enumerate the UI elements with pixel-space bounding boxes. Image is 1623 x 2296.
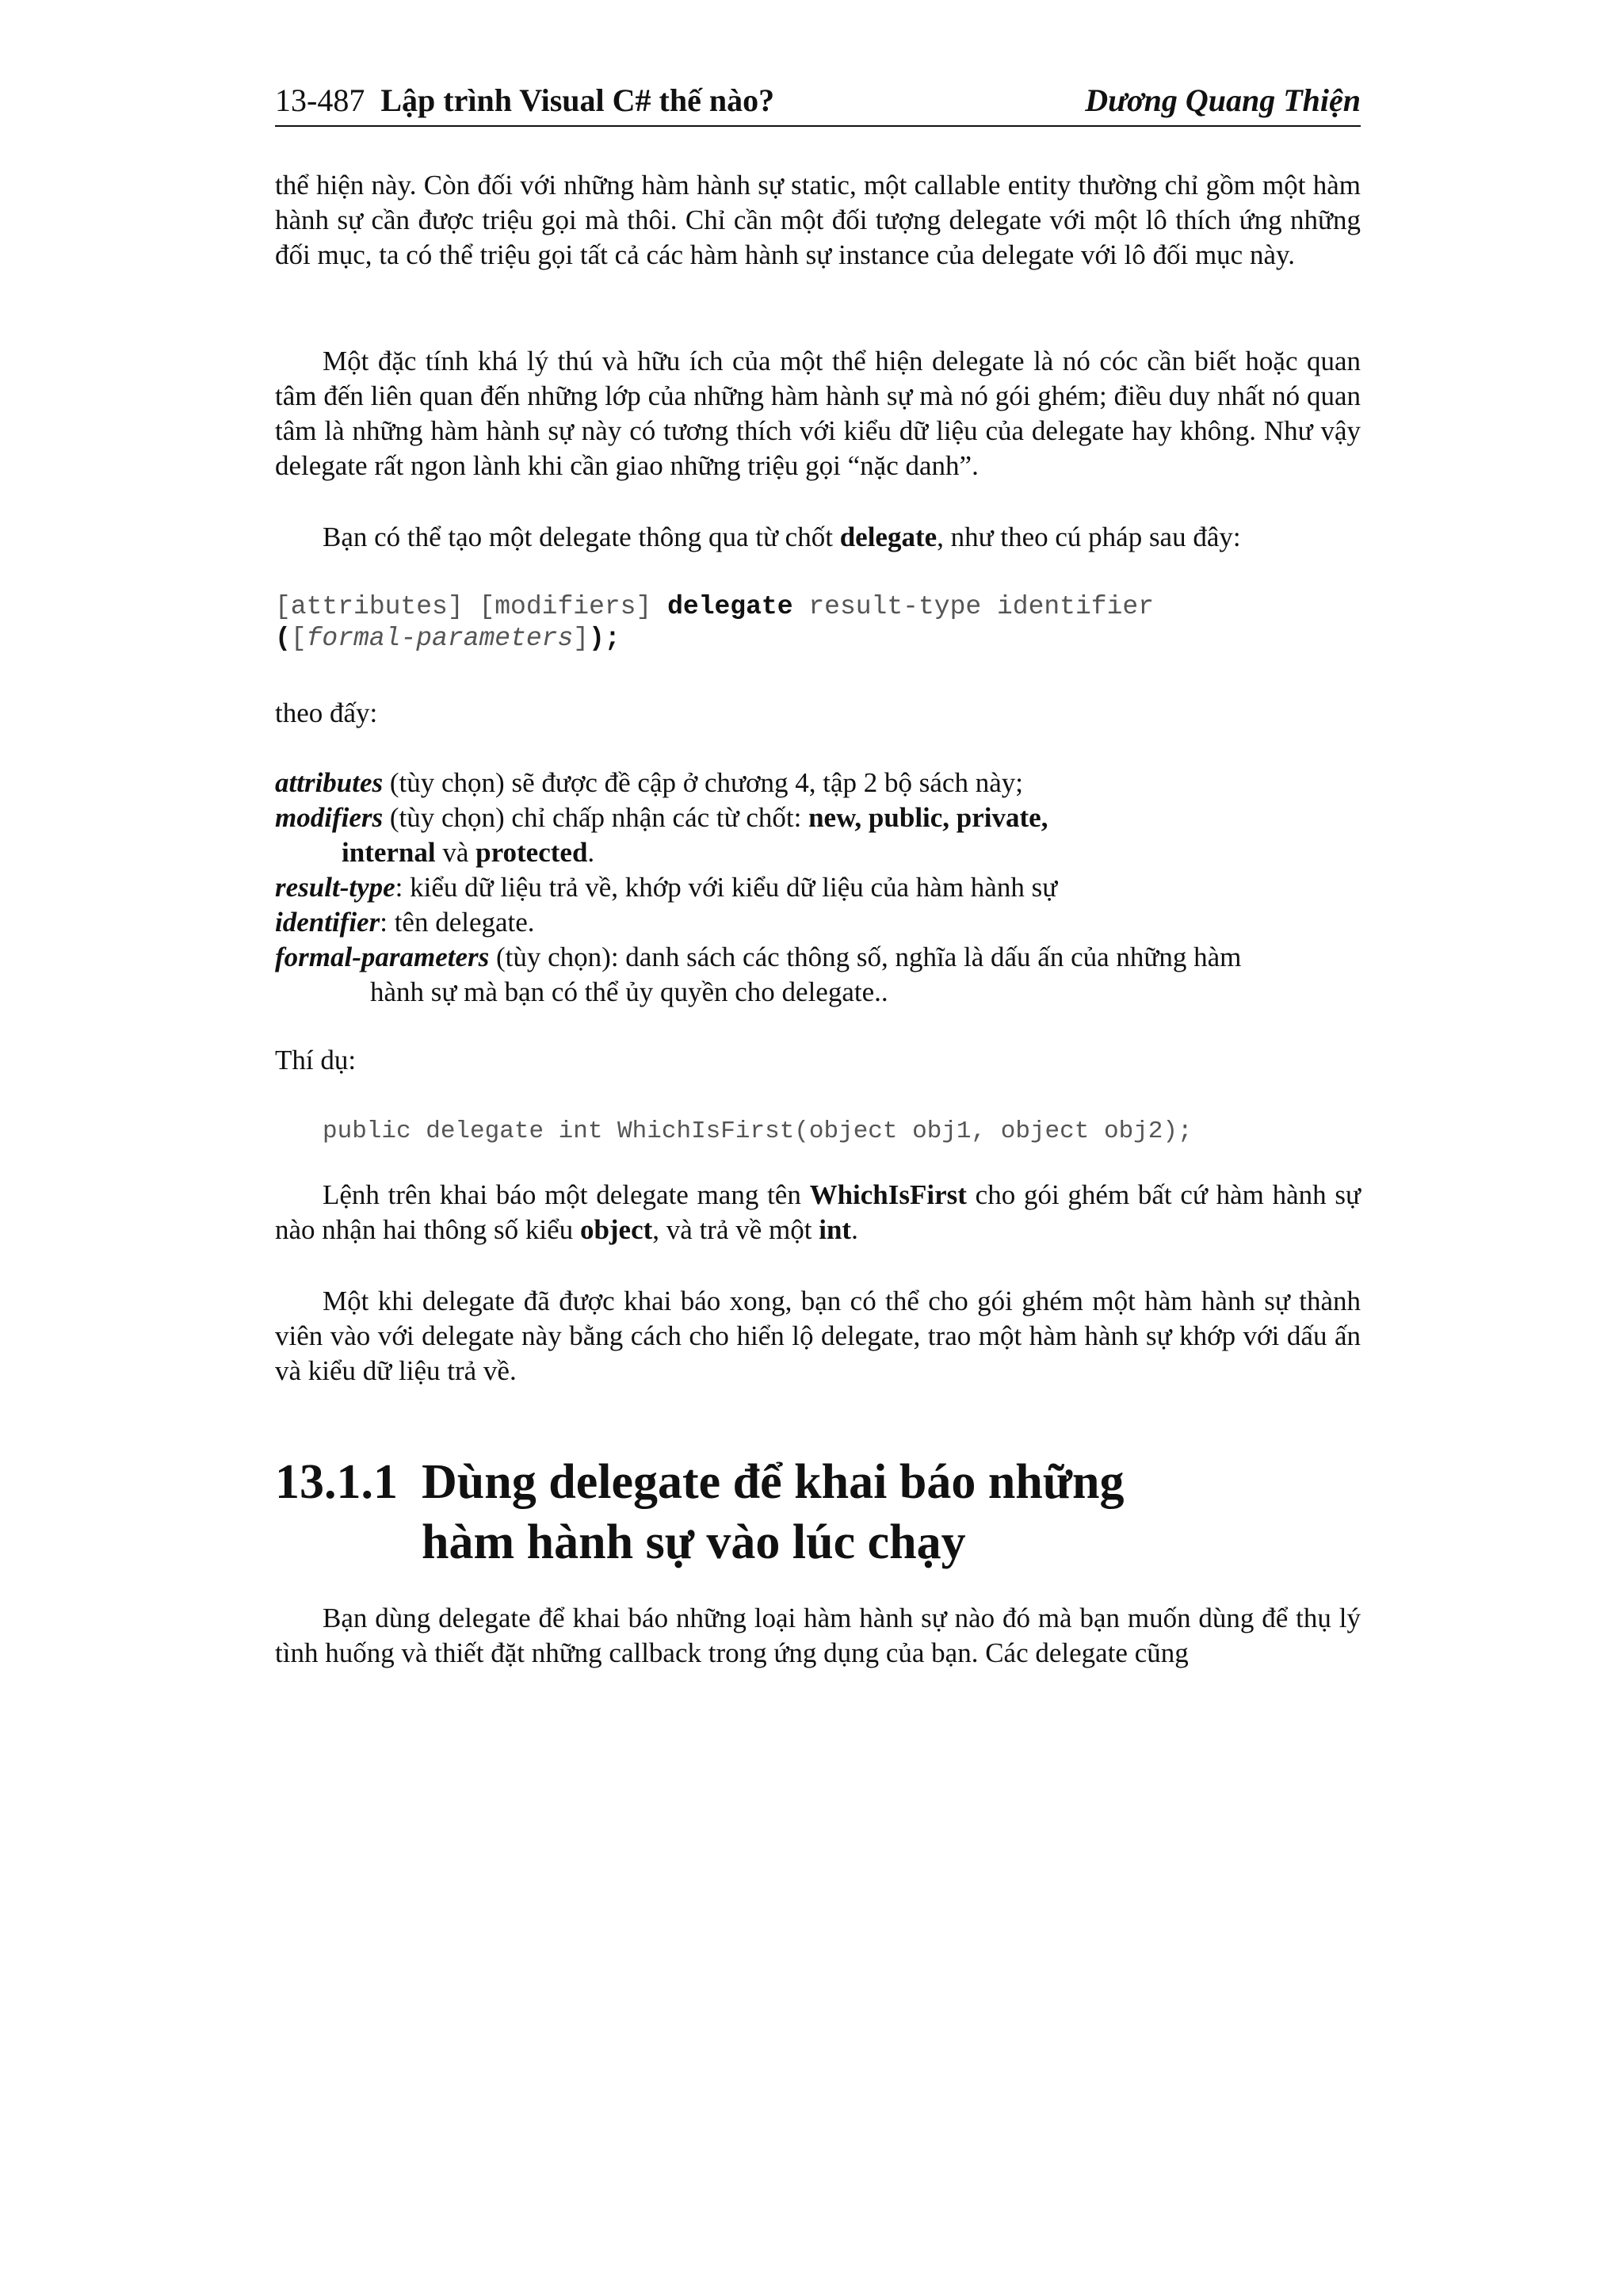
def-result-type	[275, 870, 1361, 905]
modifiers-keyword-protected: protected	[475, 837, 588, 868]
object-keyword: object	[579, 1214, 653, 1245]
desc-result-type: : kiểu dữ liệu trả về, khớp với kiểu dữ liệu của hàm hành sự	[395, 872, 1058, 903]
paragraph-1: thể hiện này. Còn đối với những hàm hành sự static, một callable entity thường chỉ gồm một hàm hành sự cần được triệu gọi mà thôi. Chỉ cần một đối tượng delegate với một lô thích ứng những đối mục, ta có thể triệu gọi tất cả các hàm hành sự instance của delegate với lô đối mục này.	[275, 170, 1361, 270]
syntax-close: );	[589, 624, 621, 653]
desc-formal-parameters: (tùy chọn): danh sách các thông số, nghĩa là dấu ấn của những hàm	[489, 942, 1242, 972]
def-formal-parameters-cont: hành sự mà bạn có thể ủy quyền cho delegate..	[370, 976, 888, 1007]
book-title: Lập trình Visual C# thế nào?	[380, 82, 775, 118]
paragraph-4	[275, 1178, 1361, 1247]
term-modifiers: modifiers	[275, 802, 384, 833]
theo-day-label: theo đấy:	[275, 697, 378, 728]
desc-modifiers: (tùy chọn) chỉ chấp nhận các từ chốt:	[383, 802, 809, 833]
paragraph-6: Bạn dùng delegate để khai báo những loại hàm hành sự nào đó mà bạn muốn dùng để thụ lý tình huống và thiết đặt những callback trong ứng dụng của bạn. Các delegate cũng	[275, 1603, 1361, 1668]
syntax-param-open: [	[290, 624, 307, 653]
syntax-param: formal-parameters	[306, 624, 574, 653]
section-title-line-2: hàm hành sự vào lúc chạy	[422, 1515, 966, 1569]
thi-du-label: Thí dụ:	[275, 1045, 357, 1075]
paragraph-3	[275, 520, 1361, 555]
page-header	[275, 76, 1361, 127]
term-formal-parameters: formal-parameters	[275, 942, 490, 972]
modifiers-keyword-internal: internal	[342, 837, 436, 868]
example-code: public delegate int WhichIsFirst(object obj1, object obj2);	[323, 1117, 1193, 1145]
syntax-part1: [attributes] [modifiers]	[275, 592, 668, 621]
paragraph-3-text-a: Bạn có thể tạo một delegate thông qua từ chốt	[323, 521, 840, 552]
syntax-open-paren: (	[275, 624, 291, 653]
paragraph-4-text-c: cho gói ghém bất cứ hàm hành sự nào nhận hai thông số kiểu	[275, 1179, 1361, 1245]
paragraph-4-text-e: , và trả về một	[652, 1214, 819, 1245]
int-keyword: int	[819, 1214, 852, 1245]
syntax-keyword: delegate	[667, 592, 793, 621]
modifiers-end: .	[587, 837, 595, 868]
syntax-param-close: ]	[573, 624, 590, 653]
syntax-block	[275, 591, 1154, 655]
def-attributes	[275, 766, 1361, 800]
definition-list	[275, 766, 1361, 1010]
author-name: Dương Quang Thiện	[1085, 82, 1361, 118]
term-identifier: identifier	[275, 907, 380, 938]
desc-attributes: (tùy chọn) sẽ được đề cập ở chương 4, tập 2 bộ sách này;	[383, 767, 1023, 798]
modifiers-and: và	[435, 837, 476, 868]
paragraph-5: Một khi delegate đã được khai báo xong, bạn có thể cho gói ghém một hàm hành sự thành viên vào với delegate này bằng cách cho hiển lộ delegate, trao một hàm hành sự khớp với dấu ấn và kiểu dữ liệu trả về.	[275, 1286, 1361, 1386]
delegate-keyword: delegate	[839, 521, 938, 552]
syntax-part2: result-type identifier	[792, 592, 1155, 621]
desc-identifier: : tên delegate.	[380, 907, 535, 938]
def-identifier	[275, 905, 1361, 940]
whichisfirst-name: WhichIsFirst	[809, 1179, 967, 1210]
paragraph-2: Một đặc tính khá lý thú và hữu ích của một thể hiện delegate là nó cóc cần biết hoặc quan tâm đến liên quan đến những lớp của những hàm hành sự mà nó gói ghém; điều duy nhất nó quan tâm là những hàm hành sự này có tương thích với kiểu dữ liệu của delegate hay không. Như vậy delegate rất ngon lành khi cần giao những triệu gọi “nặc danh”.	[275, 346, 1361, 481]
term-result-type: result-type	[275, 872, 395, 903]
def-formal-parameters	[275, 940, 1361, 975]
section-heading-line-1	[275, 1452, 1361, 1512]
paragraph-4-text-g: .	[851, 1214, 858, 1245]
term-attributes: attributes	[275, 767, 384, 798]
def-modifiers-cont	[275, 835, 1361, 870]
page-number: 13-487	[275, 82, 365, 118]
section-title-line-1: Dùng delegate để khai báo những	[422, 1455, 1125, 1509]
section-number: 13.1.1	[275, 1455, 398, 1509]
paragraph-3-text-b: , như theo cú pháp sau đây:	[937, 521, 1241, 552]
section-heading	[275, 1452, 1361, 1572]
modifiers-keywords-1: new, public, private,	[808, 802, 1048, 833]
paragraph-4-text-a: Lệnh trên khai báo một delegate mang tên	[323, 1179, 810, 1210]
def-modifiers	[275, 800, 1361, 835]
